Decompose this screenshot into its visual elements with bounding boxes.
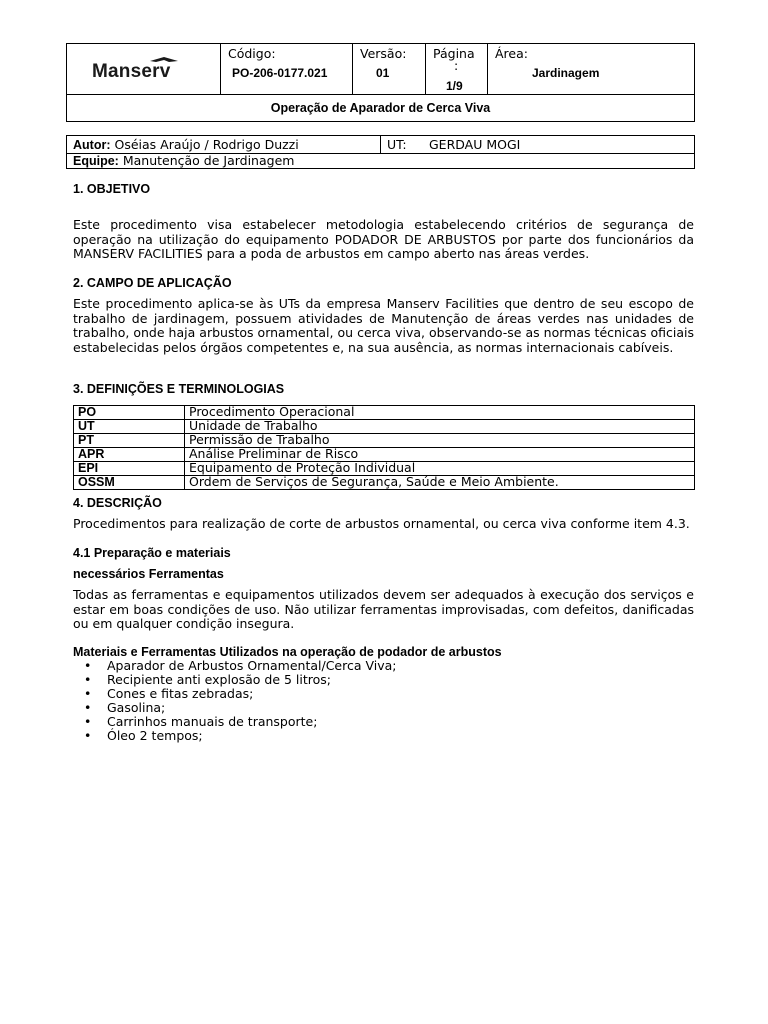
bullet-icon: • [84,728,92,743]
section-4-text: Procedimentos para realização de corte de arbustos ornamental, ou cerca viva conforme item 4.3. [73,516,690,531]
code-cell [221,44,353,94]
team-row [67,153,694,169]
section-3-title: 3. DEFINIÇÕES E TERMINOLOGIAS [73,382,285,396]
author-value: Oséias Araújo / Rodrigo Duzzi [114,137,299,152]
version-cell [353,44,426,94]
term-meaning: Unidade de Trabalho [185,420,695,434]
term-meaning: Equipamento de Proteção Individual [185,462,695,476]
header-row [67,44,694,95]
term-abbr: PT [74,434,185,448]
version-value: 01 [376,66,390,80]
list-item [73,715,694,729]
section-2-title: 2. CAMPO DE APLICAÇÃO [73,276,232,290]
section-1-title: 1. OBJETIVO [73,182,151,196]
list-item-text: Óleo 2 tempos; [107,728,203,743]
bullet-icon: • [84,700,92,715]
term-meaning: Procedimento Operacional [185,406,695,420]
list-item-text: Gasolina; [107,700,166,715]
table-row [74,434,695,448]
list-item [73,729,694,743]
version-label: Versão: [360,46,407,61]
bullet-icon: • [84,672,92,687]
term-meaning: Permissão de Trabalho [185,434,695,448]
term-abbr: OSSM [74,476,185,490]
team-label: Equipe: [73,154,119,168]
area-value: Jardinagem [532,66,600,80]
logo-cell [67,44,221,94]
section-4-1-title: 4.1 Preparação e materiais [73,546,231,560]
area-label: Área: [495,46,528,61]
term-abbr: APR [74,448,185,462]
page-cell [426,44,488,94]
list-item [73,687,694,701]
term-meaning: Análise Preliminar de Risco [185,448,695,462]
materials-title: Materiais e Ferramentas Utilizados na operação de podador de arbustos [73,645,502,659]
term-abbr: UT [74,420,185,434]
term-meaning: Ordem de Serviços de Segurança, Saúde e Meio Ambiente. [185,476,695,490]
logo-text: Manserv [92,61,171,82]
term-abbr: PO [74,406,185,420]
section-1-text: Este procedimento visa estabelecer metodologia estabelecendo critérios de segurança de operação na utilização do equipamento PODADOR DE ARBUSTOS por parte dos funcionários da MANSERV FACILITIES para a poda de arbustos em campo aberto nas áreas verdes. [73,217,694,262]
list-item [73,701,694,715]
ut-value: GERDAU MOGI [429,137,521,152]
document-title: Operação de Aparador de Cerca Viva [270,101,491,115]
table-row [74,476,695,490]
bullet-icon: • [84,686,92,701]
author-info-box [66,135,695,169]
bullet-icon: • [84,714,92,729]
document-header [66,43,695,122]
ut-label: UT: [387,137,407,152]
page-label: Página [433,46,475,61]
manserv-logo [92,55,197,83]
team-value: Manutenção de Jardinagem [122,153,295,168]
terms-table [73,405,695,490]
materials-list [73,659,694,743]
area-cell [488,44,695,94]
page-label-colon: : [454,58,459,73]
table-row [74,406,695,420]
term-abbr: EPI [74,462,185,476]
author-divider [380,136,381,153]
code-label: Código: [228,46,276,61]
section-2-text: Este procedimento aplica-se às UTs da empresa Manserv Facilities que dentro de seu escopo de trabalho de jardinagem, possuem atividades de Manutenção de áreas verdes nas unidades de trabalho, onde haja arbustos ornamental, ou cerca viva, observando-se as normas técnicas oficiais estabelecidas pelos órgãos competentes e, na sua ausência, as normas internacionais cabíveis. [73,296,694,355]
list-item-text: Aparador de Arbustos Ornamental/Cerca Viva; [107,658,397,673]
list-item-text: Cones e fitas zebradas; [107,686,254,701]
list-item [73,673,694,687]
table-row [74,420,695,434]
author-row [67,136,694,154]
code-value: PO-206-0177.021 [232,66,328,80]
list-item [73,659,694,673]
author-label: Autor: [73,138,111,152]
section-4-title: 4. DESCRIÇÃO [73,496,162,510]
page-value: 1/9 [446,79,463,93]
section-4-1-subtitle: necessários Ferramentas [73,567,224,581]
list-item-text: Carrinhos manuais de transporte; [107,714,318,729]
bullet-icon: • [84,658,92,673]
list-item-text: Recipiente anti explosão de 5 litros; [107,672,331,687]
section-4-1-text: Todas as ferramentas e equipamentos utilizados devem ser adequados à execução dos serviços e estar em boas condições de uso. Não utilizar ferramentas improvisadas, com defeitos, danificadas ou em qualquer condição insegura. [73,587,694,632]
